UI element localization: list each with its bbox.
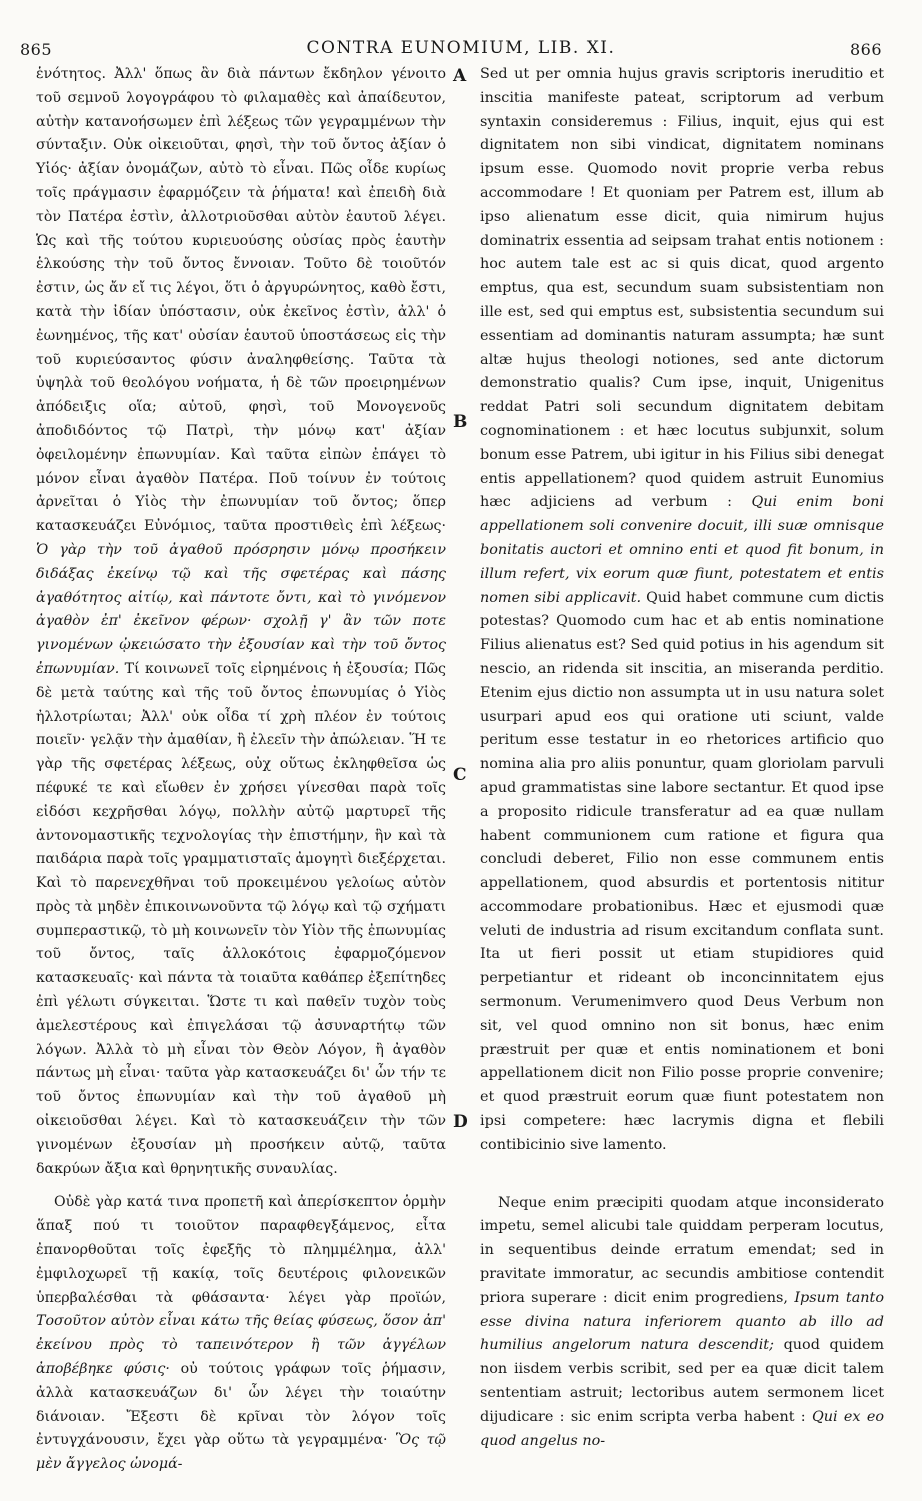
latin-text: quod quidem non iisdem verbis scribit, sed per ea quæ dicit talem sententiam astruit; lectoribus autem sermonem licet dijudicare : sic enim scripta verba habent : [480,1337,885,1425]
left-page-number: 865 [20,40,53,59]
latin-quotation: Qui enim boni appellationem soli convenire docuit, illi suæ omnisque bonitatis auctori et omnino enti et quod fit bonum, in illum refert, vix eorum quæ fiunt, potestatem et entis nomen sibi applicavit. [480,494,884,606]
greek-quotation: Τοσοῦτον αὐτὸν εἶναι κάτω τῆς θείας φύσεως, ὅσον ἀπ' ἐκείνου πρὸς τὸ ταπεινότερον ἢ τῶν ἀγγέλων ἀποβέβηκε φύσις· [36,1313,446,1378]
latin-text: Quid habet commune cum dictis potestas? Quomodo cum hac et ab entis nominatione Filius alienatus est? Sed quid potius in his agendum sit nescio, an ridenda sit inscitia, an miseranda perditio. Etenim ejus dictio non assumpta ut in usu natura solet usurpari apud eos qui oratione uti sciunt, valde peritum esse testatur in eo rhetorices artificio quo nomina alia pro aliis ponuntur, quam gloriolam parvuli apud grammatistas sine labore sectantur. Et quod ipse a proposito ridicule transferatur ad ea quæ nullam habent communionem cum ratione et figura qua concludi deberet, Filio non esse communem entis appellationem, quod absurdis et portentosis nititur accommodare probationibus. Hæc et ejusmodi quæ veluti de industria ad risum excitandum conflata sunt. Ita ut fieri possit ut etiam stupidiores quid perpetiantur et rideant ob inconcinnitatem ejus sermonum. Verumenimvero quod Deus Verbum non sit, vel quod omnino non sit bonus, hæc enim præstruit per quæ et entis nominationem et boni appellationem dicit non Filio posse proprie convenire; et quod præstruit eorum quæ fiunt potestatem non ipsi competere: hæc lacrymis digna et flebili contibicinio sive lamento. [480,589,884,1153]
greek-text: οὐ τούτοις γράφων τοῖς ῥήμασιν, ἀλλὰ κατασκευάζων δι' ὧν λέγει τὴν τοιαύτην διάνοιαν. Ἔξεστι δὲ κρῖναι τὸν λόγον τοῖς ἐντυγχάνουσιν, ἔχει γὰρ οὕτω τὰ γεγραμμένα· [36,1361,446,1449]
greek-paragraph-2 [36,1191,446,1477]
greek-text: ἑνότητος. Ἀλλ' ὅπως ἂν διὰ πάντων ἔκδηλον γένοιτο τοῦ σεμνοῦ λογογράφου τὸ φιλαμαθὲς καὶ ἀπαίδευτον, αὐτὴν κατανοήσωμεν ἐπὶ λέξεως τῶν γεγραμμένων τὴν σύνταξιν. Οὐκ οἰκειοῦται, φησὶ, τὴν τοῦ ὄντος ἀξίαν ὁ Υἱός· ἀξίαν ὀνομάζων, αὐτὸ τὸ εἶναι. Πῶς οἶδε κυρίως τοῖς πράγμασιν ἐφαρμόζειν τὰ ῥήματα! καὶ ἐπειδὴ διὰ τὸν Πατέρα ἐστὶν, ἀλλοτριοῦσθαι αὐτὸν ἑαυτοῦ λέγει. Ὡς καὶ τῆς τούτου κυριευούσης οὐσίας πρὸς ἑαυτὴν ἑλκούσης τὴν τοῦ ὄντος ἔννοιαν. Τοῦτο δὲ τοιοῦτόν ἐστιν, ὡς ἄν εἴ τις λέγοι, ὅτι ὁ ἀργυρώνητος, καθὸ ἔστι, κατὰ τὴν ἰδίαν ὑπόστασιν, οὐκ ἐκεῖνος ἐστὶν, ἀλλ' ὁ ἐωνημένος, τῆς κατ' οὐσίαν ἑαυτοῦ ὑποστάσεως εἰς τὴν τοῦ κυριεύσαντος φύσιν ἀναληφθείσης. Ταῦτα τὰ ὑψηλὰ τοῦ θεολόγου νοήματα, ἡ δὲ τῶν προειρημένων ἀπόδειξις οἵα; αὐτοῦ, φησὶ, τοῦ Μονογενοῦς ἀποδιδόντος τῷ Πατρὶ, τὴν μόνῳ κατ' ἀξίαν ὀφειλομένην ἐπωνυμίαν. Καὶ ταῦτα εἰπὼν ἐπάγει τὸ μόνον εἶναι ἀγαθὸν Πατέρα. Ποῦ τοίνυν ἐν τούτοις ἀρνεῖται ὁ Υἱὸς τὴν ἐπωνυμίαν τοῦ ὄντος; ὅπερ κατασκευάζει Εὐνόμιος, ταῦτα προστιθεὶς ἐπὶ λέξεως· [36,66,446,535]
greek-quotation: Ὃς τῷ μὲν ἄγγελος ὠνομά- [36,1432,446,1473]
margin-marker-d: D [453,1112,468,1132]
right-page-number: 866 [849,40,882,59]
running-title: CONTRA EUNOMIUM, LIB. XI. [306,38,616,58]
greek-column [36,63,446,1477]
margin-marker-a: A [453,66,467,86]
latin-text: Sed ut per omnia hujus gravis scriptoris ineruditio et inscitia manifeste pateat, scriptorum ad verbum syntaxin consideremus : Filius, inquit, ejus qui est dignitatem non sibi vindicat, dignitatem nominans ipsum esse. Quomodo novit proprie verba rebus accommodare ! Et quoniam per Patrem est, illum ab ipso alienatum esse dicit, quia nimirum hujus dominatrix essentia ad seipsam trahat entis notionem : hoc autem tale est ac si quis dicat, quod argento emptus, qua est, secundum suam subsistentiam non ille est, sed qui emptus est, subsistentia secundum sui essentiam ad dominantis naturam assumpta; hæ sunt altæ hujus theologi notiones, sed ante dictorum demonstratio qualis? Cum ipse, inquit, Unigenitus reddat Patri soli secundum dignitatem debitam cognominationem : et hæc locutus subjunxit, solum bonum esse Patrem, ubi igitur in his Filius sibi denegat entis appellationem? quod quidem astruit Eunomius hæc adjiciens ad verbum : [480,66,884,511]
margin-marker-c: C [453,765,467,785]
greek-text: Τί κοινωνεῖ τοῖς εἰρημένοις ἡ ἐξουσία; Πῶς δὲ μετὰ ταύτης καὶ τῆς τοῦ ὄντος ἐπωνυμίας ὁ Υἱὸς ἠλλοτρίωται; Ἀλλ' οὐκ οἶδα τί χρὴ πλέον ἐν τούτοις ποιεῖν· γελᾷν τὴν ἀμαθίαν, ἢ ἐλεεῖν τὴν ἀπώλειαν. Ἥ τε γὰρ τῆς σφετέρας λέξεως, οὐχ οὕτως ἐκληφθεῖσα ὡς πέφυκέ τε καὶ εἴωθεν ἐν χρήσει γίνεσθαι παρὰ τοῖς εἰδόσι κεχρῆσθαι λόγῳ, πολλὴν αὐτῷ μαρτυρεῖ τῆς ἀντονομαστικῆς τεχνολογίας τὴν ἐπιστήμην, ἣν καὶ τὰ παιδάρια παρὰ τοῖς γραμματισταῖς ἀμογητὶ διεξέρχεται. Καὶ τὸ παρενεχθῆναι τοῦ προκειμένου γελοίως αὐτὸν πρὸς τὰ μηδὲν ἐπικοινωνοῦντα τῷ λόγῳ καὶ τῷ σχήματι συμπεραστικῷ, τὸ μὴ κοινωνεῖν τὸν Υἱὸν τῆς ἐπωνυμίας τοῦ ὄντος, ταῖς ἀλλοκότοις ἐφαρμοζόμενον κατασκευαῖς· καὶ πάντα τὰ τοιαῦτα καθάπερ ἐξεπίτηδες ἐπὶ γέλωτι σύγκειται. Ὥστε τι καὶ παθεῖν τυχὸν τοὺς ἀμελεστέρους καὶ ἐπιγελάσαι τῷ ἀσυναρτήτῳ τῶν λόγων. Ἀλλὰ τὸ μὴ εἶναι τὸν Θεὸν Λόγον, ἢ ἀγαθὸν πάντως μὴ εἶναι· ταῦτα γὰρ κατασκευάζει δι' ὧν τήν τε τοῦ ὄντος ἐπωνυμίαν καὶ τὴν τοῦ ἀγαθοῦ μὴ οἰκειοῦσθαι λέγει. Καὶ τὸ κατασκευάζειν τὴν τῶν γινομένων ἐξουσίαν μὴ προσήκειν αὐτῷ, ταῦτα δακρύων ἄξια καὶ θρηνητικῆς συναυλίας. [36,660,446,1177]
page-header [0,0,922,60]
greek-paragraph-1 [36,63,446,1181]
latin-paragraph-1 [480,63,884,1158]
margin-marker-b: B [453,412,468,432]
latin-column [480,63,884,1453]
latin-quotation: Qui ex eo quod angelus no- [480,1408,884,1449]
latin-paragraph-2 [480,1192,884,1454]
latin-text: Neque enim præcipiti quodam atque inconsiderato impetu, semel alicubi tale quiddam perperam locutus, in sequentibus deinde erratum emendat; sed in pravitate immoratur, ac secundis ambitiose contendit priora superare : dicit enim progrediens, [480,1194,884,1306]
latin-quotation: Ipsum tanto esse divina natura inferiorem quanto ab illo ad humilius angelorum natura descendit; [480,1289,884,1354]
greek-text: Οὐδὲ γὰρ κατά τινα προπετῆ καὶ ἀπερίσκεπτον ὁρμὴν ἅπαξ πού τι τοιοῦτον παραφθεγξάμενος, εἶτα ἐπανορθοῦται τοῖς ἐφεξῆς τὸ πλημμέλημα, ἀλλ' ἐμφιλοχωρεῖ τῇ κακίᾳ, τοῖς δευτέροις φιλονεικῶν ὑπερβαλέσθαι τὰ φθάσαντα· λέγει γὰρ προϊών, [36,1194,446,1306]
greek-quotation: Ὁ γὰρ τὴν τοῦ ἀγαθοῦ πρόσρησιν μόνῳ προσήκειν διδάξας ἐκείνῳ τῷ καὶ τῆς σφετέρας καὶ πάσης ἀγαθότητος αἰτίῳ, καὶ πάντοτε ὄντι, καὶ τὸ γινόμενον ἀγαθὸν ἐπ' ἐκεῖνον φέρων· σχολῇ γ' ἂν τῶν ποτε γινομένων ᾠκειώσατο τὴν ἐξουσίαν καὶ τὴν τοῦ ὄντος ἐπωνυμίαν. [36,541,446,677]
